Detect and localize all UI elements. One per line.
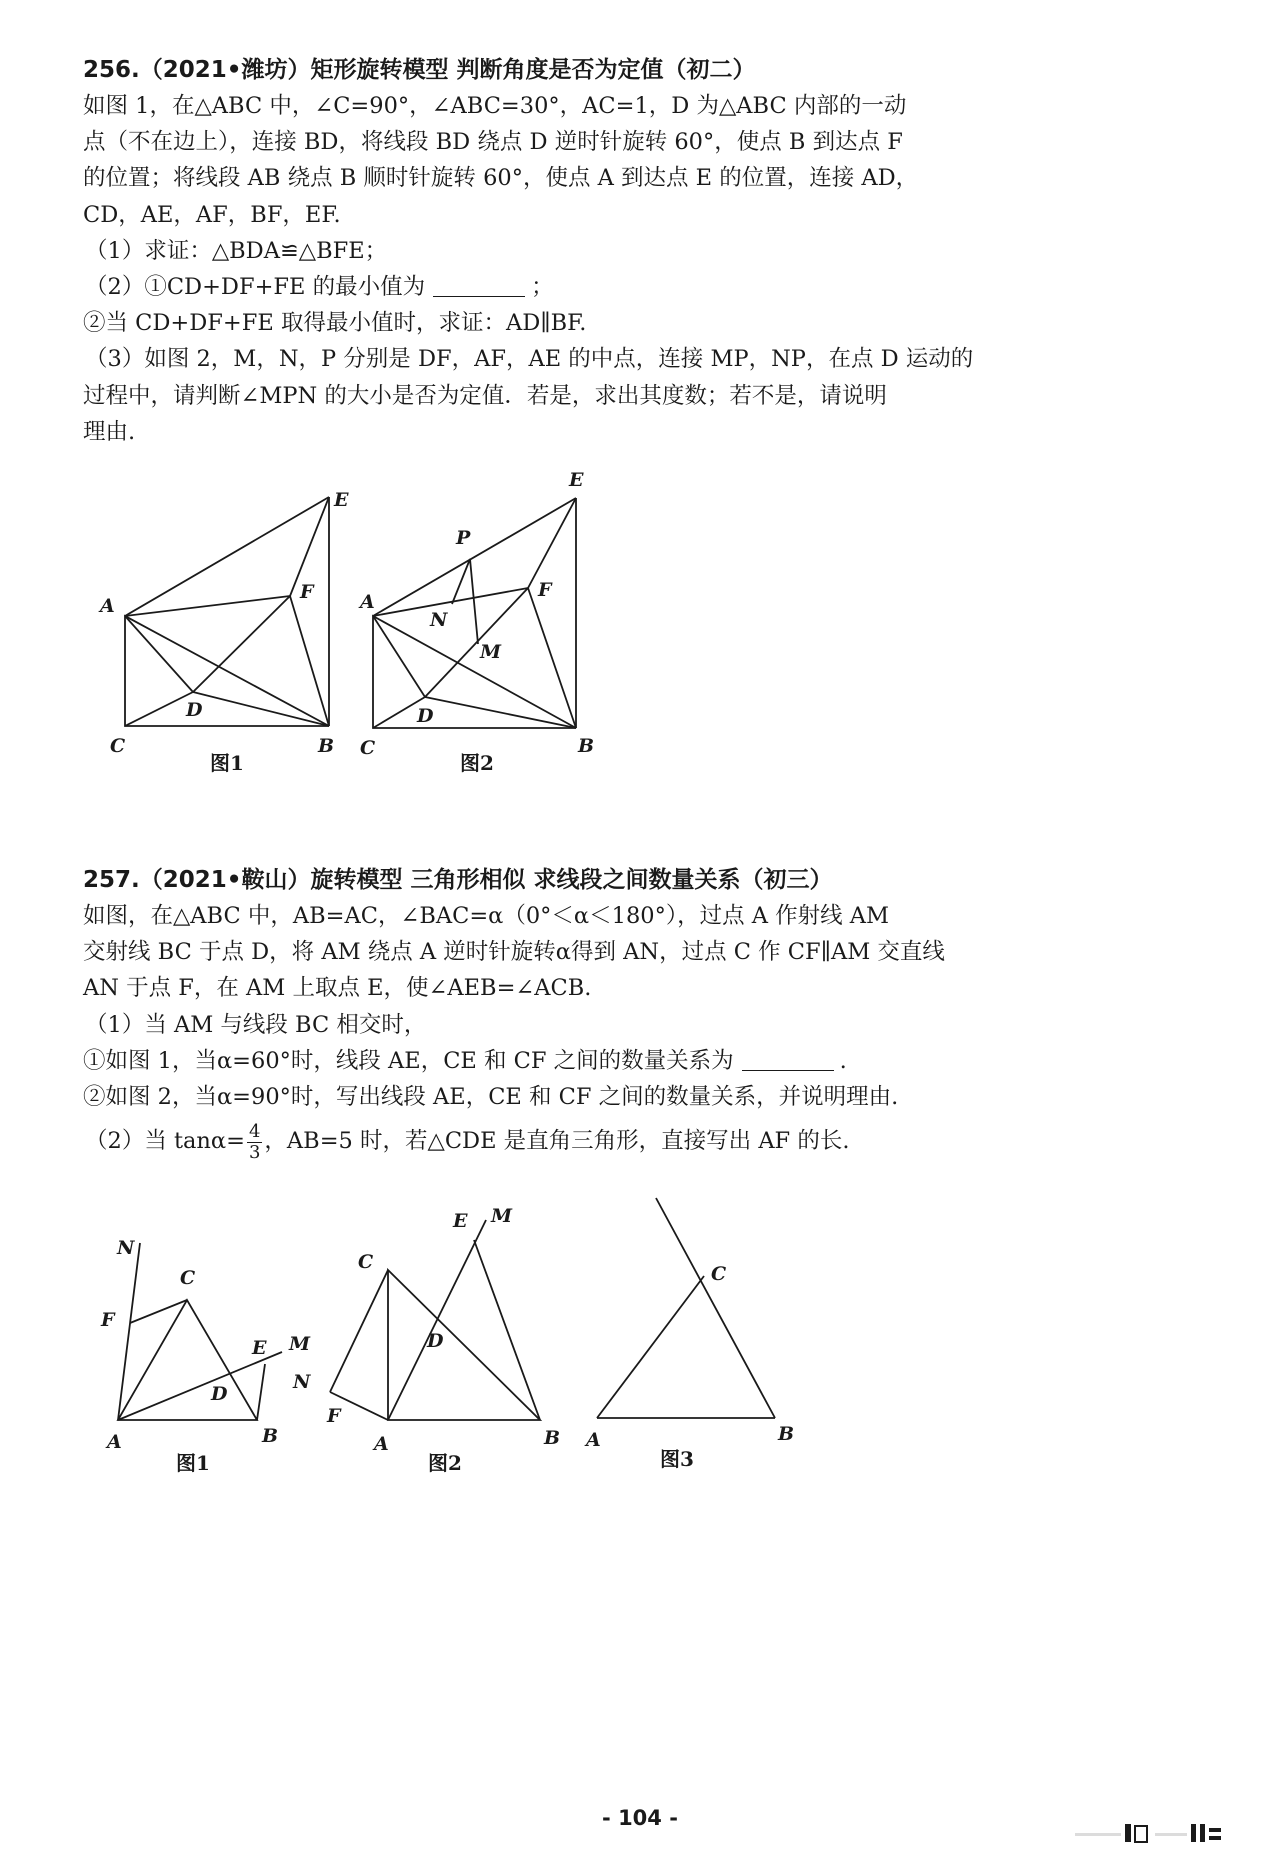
point-label-b: B: [318, 735, 335, 757]
ray-bc: [656, 1198, 775, 1418]
point-label-m: M: [289, 1333, 311, 1355]
ray-an: [118, 1243, 140, 1420]
ray-am: [118, 1352, 282, 1420]
point-label-a: A: [107, 1431, 122, 1453]
point-label-n: N: [430, 609, 448, 631]
point-label-c: C: [358, 1251, 374, 1273]
point-label-f: F: [101, 1309, 115, 1331]
point-label-n: N: [117, 1237, 135, 1259]
fraction-numerator: 4: [248, 1120, 261, 1142]
point-label-m: M: [491, 1205, 513, 1227]
point-label-a: A: [360, 591, 375, 613]
triangle-abc: [388, 1270, 540, 1420]
point-label-p: P: [456, 527, 471, 549]
point-label-e: E: [453, 1210, 468, 1232]
point-label-a: A: [586, 1429, 601, 1451]
problem-line: ②当 CD+DF+FE 取得最小值时，求证：AD∥BF.: [83, 310, 587, 337]
point-label-c: C: [180, 1267, 196, 1289]
point-label-e: E: [569, 469, 584, 491]
blank-suffix: ；: [531, 273, 554, 300]
point-label-d: D: [417, 705, 434, 727]
point-label-f: F: [300, 581, 314, 603]
problem-line: CD，AE，AF，BF，EF.: [83, 201, 341, 228]
segment-be: [257, 1364, 265, 1420]
fraction-denominator: 3: [248, 1141, 261, 1163]
problem-line: ②如图 2，当α=90°时，写出线段 AE，CE 和 CF 之间的数量关系，并说明理由.: [83, 1083, 899, 1110]
problem-line-text: （2）①CD+DF+FE 的最小值为: [85, 273, 426, 300]
problem-title: 256.（2021•潍坊）矩形旋转模型 判断角度是否为定值（初二）: [83, 57, 756, 83]
blank-suffix: .: [839, 1047, 847, 1074]
problem-line: （1）求证：△BDA≌△BFE；: [85, 237, 388, 264]
point-label-b: B: [262, 1425, 279, 1447]
point-label-b: B: [578, 735, 595, 757]
point-label-c: C: [360, 737, 376, 759]
figure-caption: 图2: [428, 1451, 462, 1475]
point-label-b: B: [544, 1427, 561, 1449]
figure-257-2: [292, 1205, 560, 1475]
point-label-d: D: [211, 1383, 228, 1405]
problem-line: 如图 1，在△ABC 中，∠C=90°，∠ABC=30°，AC=1，D 为△ABC 内部的一动: [83, 93, 907, 119]
point-label-e: E: [252, 1337, 267, 1359]
problem-line: 交射线 BC 于点 D，将 AM 绕点 A 逆时针旋转α得到 AN，过点 C 作 CF∥AM 交直线: [83, 939, 945, 966]
figure-caption: 图3: [660, 1447, 694, 1471]
point-label-f: F: [538, 579, 552, 601]
segment-cf: [130, 1300, 187, 1323]
segment-eb: [474, 1240, 540, 1420]
corner-mark-icon: [1075, 1822, 1225, 1848]
segment-ac: [597, 1276, 704, 1418]
problem-line: 的位置；将线段 AB 绕点 B 顺时针旋转 60°，使点 A 到达点 E 的位置，连接 AD，: [83, 165, 919, 192]
problem-line: 如图，在△ABC 中，AB=AC，∠BAC=α（0°＜α＜180°），过点 A 作射线 AM: [83, 903, 890, 929]
point-label-m: M: [480, 641, 502, 663]
problem-line: 理由.: [83, 418, 136, 445]
point-label-a: A: [100, 595, 115, 617]
figure-caption: 图1: [176, 1451, 210, 1475]
figure-caption: 图1: [210, 751, 244, 775]
point-label-d: D: [427, 1330, 444, 1352]
problem-line: （3）如图 2，M，N，P 分别是 DF，AF，AE 的中点，连接 MP，NP，在点 D 运动的: [85, 346, 974, 373]
point-label-c: C: [711, 1263, 727, 1285]
problem-line: 点（不在边上），连接 BD，将线段 BD 绕点 D 逆时针旋转 60°，使点 B 到达点 F: [83, 129, 903, 156]
triangle-abc: [118, 1300, 257, 1420]
problem-title: 257.（2021•鞍山）旋转模型 三角形相似 求线段之间数量关系（初三）: [83, 867, 833, 893]
segment-cf: [330, 1270, 388, 1392]
ray-am: [388, 1220, 486, 1420]
point-label-n: N: [293, 1371, 311, 1393]
point-label-b: B: [778, 1423, 795, 1445]
figure-257-1: [100, 1237, 311, 1475]
part2-prefix: （2）当 tanα=: [85, 1128, 245, 1155]
problem-line-text: ①如图 1，当α=60°时，线段 AE，CE 和 CF 之间的数量关系为: [83, 1047, 734, 1074]
page-number: - 104 -: [602, 1806, 678, 1830]
problem-line: AN 于点 F，在 AM 上取点 E，使∠AEB=∠ACB.: [83, 975, 592, 1002]
point-label-d: D: [186, 699, 203, 721]
point-label-e: E: [334, 489, 349, 511]
point-label-a: A: [374, 1433, 389, 1455]
point-label-f: F: [327, 1405, 341, 1427]
point-label-c: C: [110, 735, 126, 757]
figure-caption: 图2: [460, 751, 494, 775]
part2-suffix: ，AB=5 时，若△CDE 是直角三角形，直接写出 AF 的长.: [264, 1128, 850, 1155]
problem-line: （1）当 AM 与线段 BC 相交时，: [85, 1011, 427, 1038]
figure-257-3: [584, 1198, 794, 1471]
problem-line: 过程中，请判断∠MPN 的大小是否为定值．若是，求出其度数；若不是，请说明: [83, 382, 887, 409]
